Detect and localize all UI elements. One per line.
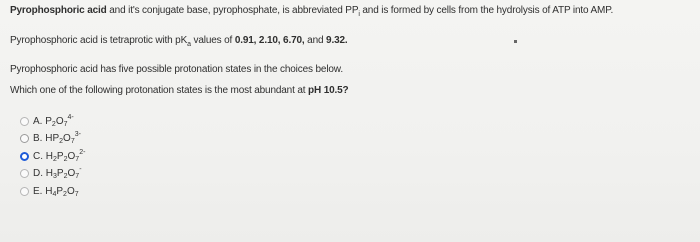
choice-d[interactable] <box>20 167 85 181</box>
pka-prefix: Pyrophosphoric acid is tetraprotic with pK <box>10 35 188 46</box>
pka-subscript: a <box>187 41 191 48</box>
answer-choices <box>20 114 85 202</box>
intro-text-1: and it's conjugate base, pyrophosphate, is abbreviated PP <box>106 5 359 16</box>
radio-button-c-selected[interactable] <box>20 152 29 161</box>
choice-d-label: D. $H_3P_2O_7^-$ <box>33 166 82 180</box>
question-intro <box>10 4 613 21</box>
choice-c-label: C. $H_2P_2O_7^{2-}$ <box>33 148 86 163</box>
radio-button-a[interactable] <box>20 117 29 126</box>
pka-mid: values of <box>190 35 235 46</box>
states-text: Pyrophosphoric acid has five possible protonation states in the choices below. <box>10 64 343 75</box>
prompt-text: Which one of the following protonation states is the most abundant at <box>10 85 309 96</box>
choice-e-label: E. $H_4P_2O_7$ <box>33 185 79 198</box>
intro-bold-term: Pyrophosphoric acid <box>10 5 107 16</box>
intro-text-2: and is formed by cells from the hydrolysis of ATP into AMP. <box>359 5 614 16</box>
intro-subscript: i <box>358 11 360 18</box>
pka-last-value: 9.32. <box>326 35 348 46</box>
choice-a[interactable] <box>20 114 85 128</box>
choice-e[interactable] <box>20 184 85 198</box>
radio-button-d[interactable] <box>20 169 29 178</box>
question-prompt <box>10 84 349 97</box>
choice-b-label: B. $HP_2O_7^{3-}$ <box>33 131 81 145</box>
question-pka-line <box>10 34 348 51</box>
mouse-cursor-dot <box>514 40 517 43</box>
pka-values: 0.91, 2.10, 6.70, <box>234 35 305 46</box>
radio-button-e[interactable] <box>20 187 29 196</box>
choice-b[interactable] <box>20 132 85 146</box>
pka-and: and <box>304 35 327 46</box>
question-states-line <box>10 63 343 76</box>
radio-button-b[interactable] <box>20 134 29 143</box>
choice-c[interactable] <box>20 149 85 163</box>
prompt-ph-value: pH 10.5? <box>308 85 349 96</box>
choice-a-label: A. $P_2O_7^{4-}$ <box>33 113 74 128</box>
